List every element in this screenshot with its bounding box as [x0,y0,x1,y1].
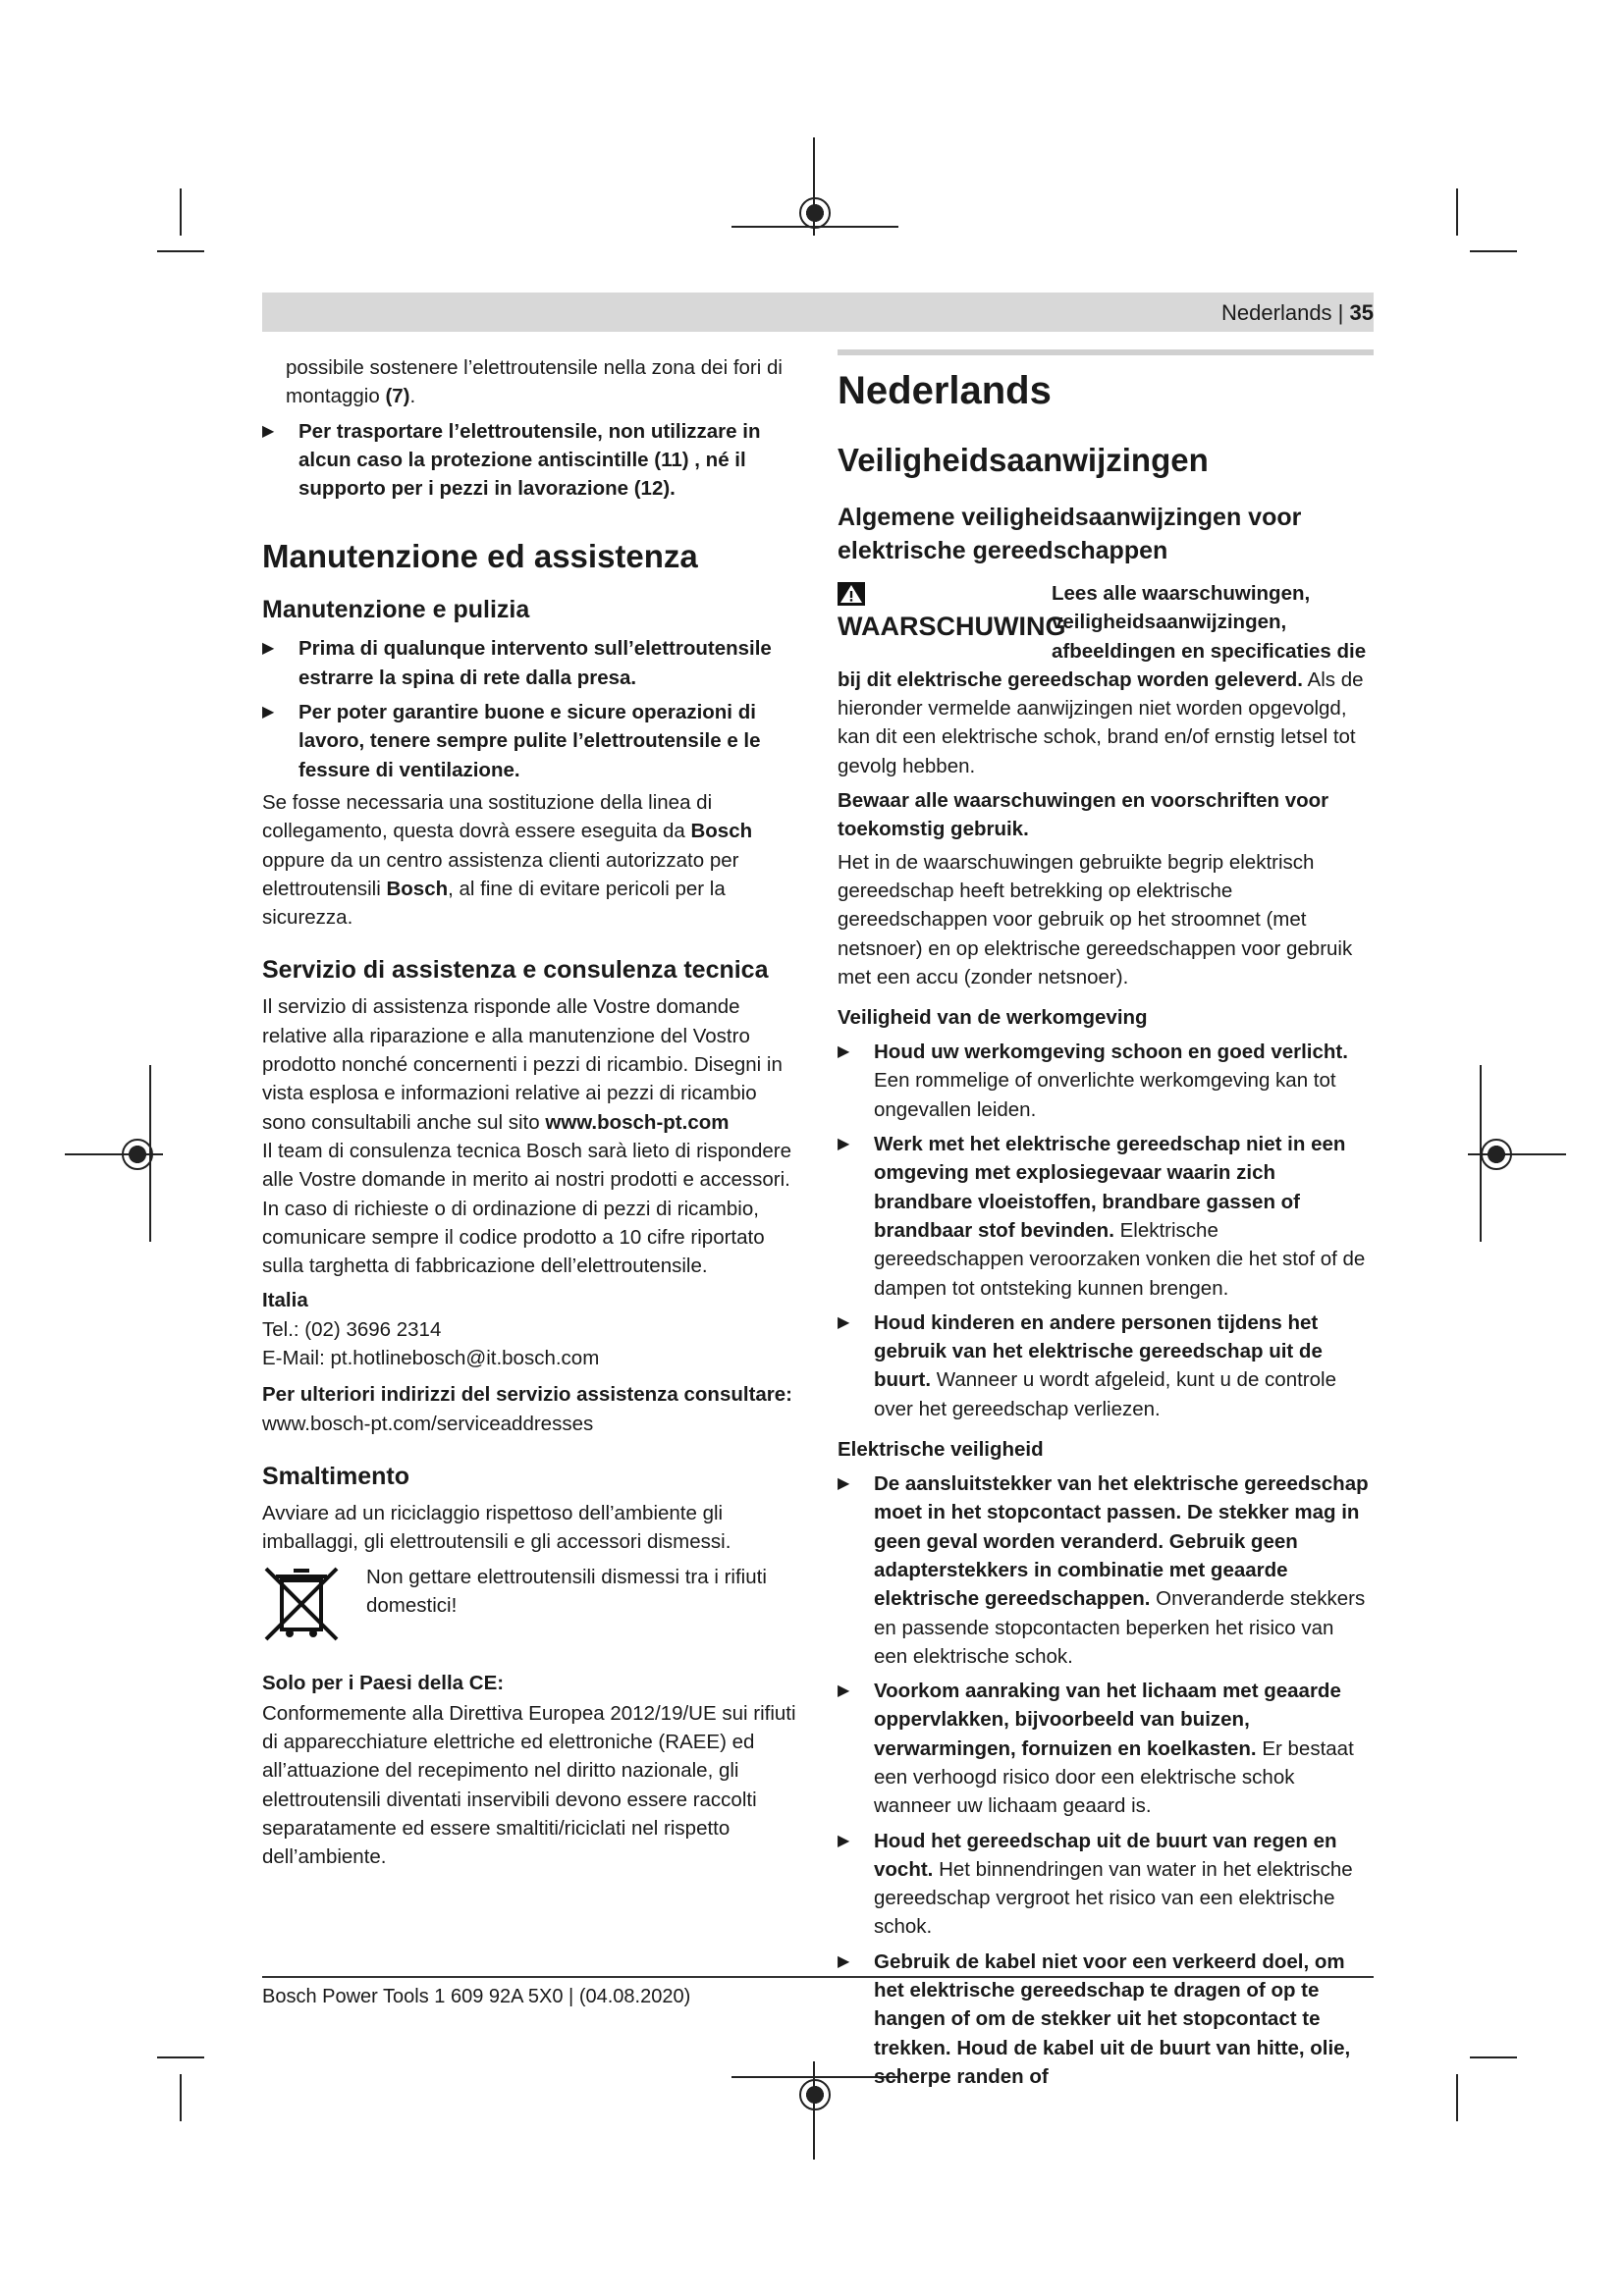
country-label: Italia [262,1289,308,1312]
crop-mark [180,2074,182,2121]
service-addresses-url: www.bosch-pt.com/serviceaddresses [262,1412,594,1435]
intro-paragraph: possibile sostenere l’elettroutensile nella zona dei fori di montaggio (7). [286,356,783,408]
registration-mark [122,1139,153,1170]
crop-mark [180,188,182,236]
registration-mark [1481,1139,1512,1170]
electrical-bullet-4: ▶ Gebruik de kabel niet voor een verkeerd doel, om het elektrische gereedschap te dragen of op te hangen of om de stekker uit het stopcontact te trekken. Houd de kabel uit de buurt van hitte, olie, scherpe randen of [838,1948,1373,2091]
heading-safety: Veiligheidsaanwijzingen [838,442,1209,478]
warning-label: WAARSCHUWING [838,579,1044,642]
cable-paragraph: Se fosse necessaria una sostituzione della linea di collegamento, questa dovrà essere eseguita da Bosch oppure da un centro assistenza clienti autorizzato per elettroutensili Bosch, al fine di evitare pericoli per la sicurezza. [262,790,753,930]
crop-mark [157,250,204,252]
order-paragraph: In caso di richieste o di ordinazione di pezzi di ricambio, comunicare sempre il codice prodotto a 10 cifre riportato sulla targhetta di fabbricazione dell’elettroutensile. [262,1197,765,1278]
more-addresses-label: Per ulteriori indirizzi del servizio assistenza consultare: [262,1383,793,1407]
heading-maintenance: Manutenzione ed assistenza [262,538,698,575]
crop-mark [1470,250,1517,252]
heading-service: Servizio di assistenza e consulenza tecnica [262,956,769,985]
term-paragraph: Het in de waarschuwingen gebruikte begrip elektrisch gereedschap heeft betrekking op elektrische gereedschappen voor gebruik op het stroomnet (met netsnoer) en op elektrische gereedschappen voor gebruik met een accu (zonder netsnoer). [838,850,1353,988]
maintenance-bullet-1: ▶ Prima di qualunque intervento sull’elettroutensile estrarre la spina di rete dalla presa. [262,634,797,692]
footer-rule [262,1976,1374,1978]
crop-mark [1456,188,1458,236]
left-column [262,353,797,1872]
transport-bullet: ▶ Per trasportare l’elettroutensile, non utilizzare in alcun caso la protezione antiscintille (11) , né il supporto per i pezzi in lavorazione (12). [262,417,797,504]
work-bullet-1: ▶ Houd uw werkomgeving schoon en goed verlicht. Een rommelige of onverlichte werkomgeving kan tot ongevallen leiden. [838,1038,1373,1124]
crop-mark [1470,2056,1517,2058]
ce-heading: Solo per i Paesi della CE: [262,1671,505,1694]
heading-disposal: Smaltimento [262,1462,410,1490]
registration-mark [799,2079,831,2110]
electrical-bullet-3: ▶ Houd het gereedschap uit de buurt van regen en vocht. Het binnendringen van water in het elektrische gereedschap vergroot het risico van een elektrische schok. [838,1827,1373,1942]
electrical-bullet-1: ▶ De aansluitstekker van het elektrische gereedschap moet in het stopcontact passen. De stekker mag in geen geval worden veranderd. Gebruik geen adapterstekkers in combinatie met geaarde elektrische gereedschappen. Onveranderde stekkers en passende stopcontacten beperken het risico van een elektrische schok. [838,1469,1373,1671]
heading-maintenance-cleaning: Manutenzione e pulizia [262,596,530,624]
weee-text: Non gettare elettroutensili dismessi tra i rifiuti domestici! [366,1565,767,1617]
running-header: Nederlands | 35 [1221,300,1374,325]
work-bullet-2: ▶ Werk met het elektrische gereedschap niet in een omgeving met explosiegevaar waarin zich brandbare vloeistoffen, brandbare gassen of brandbaar stof bevinden. Elektrische gereedschappen veroorzaken vonken die het stof of de dampen tot ontsteking kunnen brengen. [838,1130,1373,1303]
warning-text: Lees alle waarschuwingen, veiligheidsaanwijzingen, afbeeldingen en specificaties die bij dit elektrische gereedschap worden geleverd. Als de hieronder vermelde aanwijzingen niet worden opgevolgd, kan dit een elektrische schok, brand en/of ernstig letsel tot gevolg hebben. [838,582,1367,777]
crop-mark [157,2056,204,2058]
keep-instructions: Bewaar alle waarschuwingen en voorschriften voor toekomstig gebruik. [838,789,1329,841]
team-paragraph: Il team di consulenza tecnica Bosch sarà lieto di rispondere alle Vostre domande in merito ai nostri prodotti e accessori. [262,1139,791,1192]
heading-general-safety: Algemene veiligheidsaanwijzingen voor elektrische gereedschappen [838,504,1302,564]
maintenance-bullet-2: ▶ Per poter garantire buone e sicure operazioni di lavoro, tenere sempre pulite l’elettroutensile e le fessure di ventilazione. [262,698,797,784]
heading-electrical: Elektrische veiligheid [838,1438,1044,1462]
crop-mark [1456,2074,1458,2121]
service-paragraph: Il servizio di assistenza risponde alle Vostre domande relative alla riparazione e alla manutenzione del Vostro prodotto nonché concernenti i pezzi di ricambio. Disegni in vista esplosa e informazioni relative ai pezzi di ricambio sono consultabili anche sul sito www.bosch-pt.com [262,995,783,1134]
service-email: E-Mail: pt.hotlinebosch@it.bosch.com [262,1347,600,1370]
work-bullet-3: ▶ Houd kinderen en andere personen tijdens het gebruik van het elektrische gereedschap uit de buurt. Wanneer u wordt afgeleid, kunt u de controle over het gereedschap verliezen. [838,1308,1373,1423]
header-band [262,293,1374,332]
right-column [838,353,1373,2091]
ce-paragraph: Conformemente alla Direttiva Europea 2012/19/UE sui rifiuti di apparecchiature elettriche ed elettroniche (RAEE) ed all’attuazione del recepimento nel diritto nazionale, gli elettroutensili diventati inservibili devono essere raccolti separatamente ed essere smaltiti/riciclati nel rispetto dell’ambiente. [262,1701,796,1869]
electrical-bullet-2: ▶ Voorkom aanraking van het lichaam met geaarde oppervlakken, bijvoorbeeld van buizen, verwarmingen, fornuizen en koelkasten. Er bestaat een verhoogd risico door een elektrische schok wanneer uw lichaam geaard is. [838,1677,1373,1820]
heading-language: Nederlands [838,369,1052,412]
heading-work-area: Veiligheid van de werkomgeving [838,1006,1148,1030]
page-number: 35 [1349,300,1374,325]
warning-triangle-icon [838,582,865,606]
crossed-bin-icon [262,1563,341,1643]
weee-notice [262,1563,797,1643]
warning-block [838,579,1373,780]
registration-mark [799,197,831,229]
header-section: Nederlands [1221,300,1332,325]
service-phone: Tel.: (02) 3696 2314 [262,1317,442,1341]
footer-text: Bosch Power Tools 1 609 92A 5X0 | (04.08.2020) [262,1986,691,2007]
disposal-paragraph: Avviare ad un riciclaggio rispettoso dell’ambiente gli imballaggi, gli elettroutensili e gli accessori dismessi. [262,1501,731,1554]
